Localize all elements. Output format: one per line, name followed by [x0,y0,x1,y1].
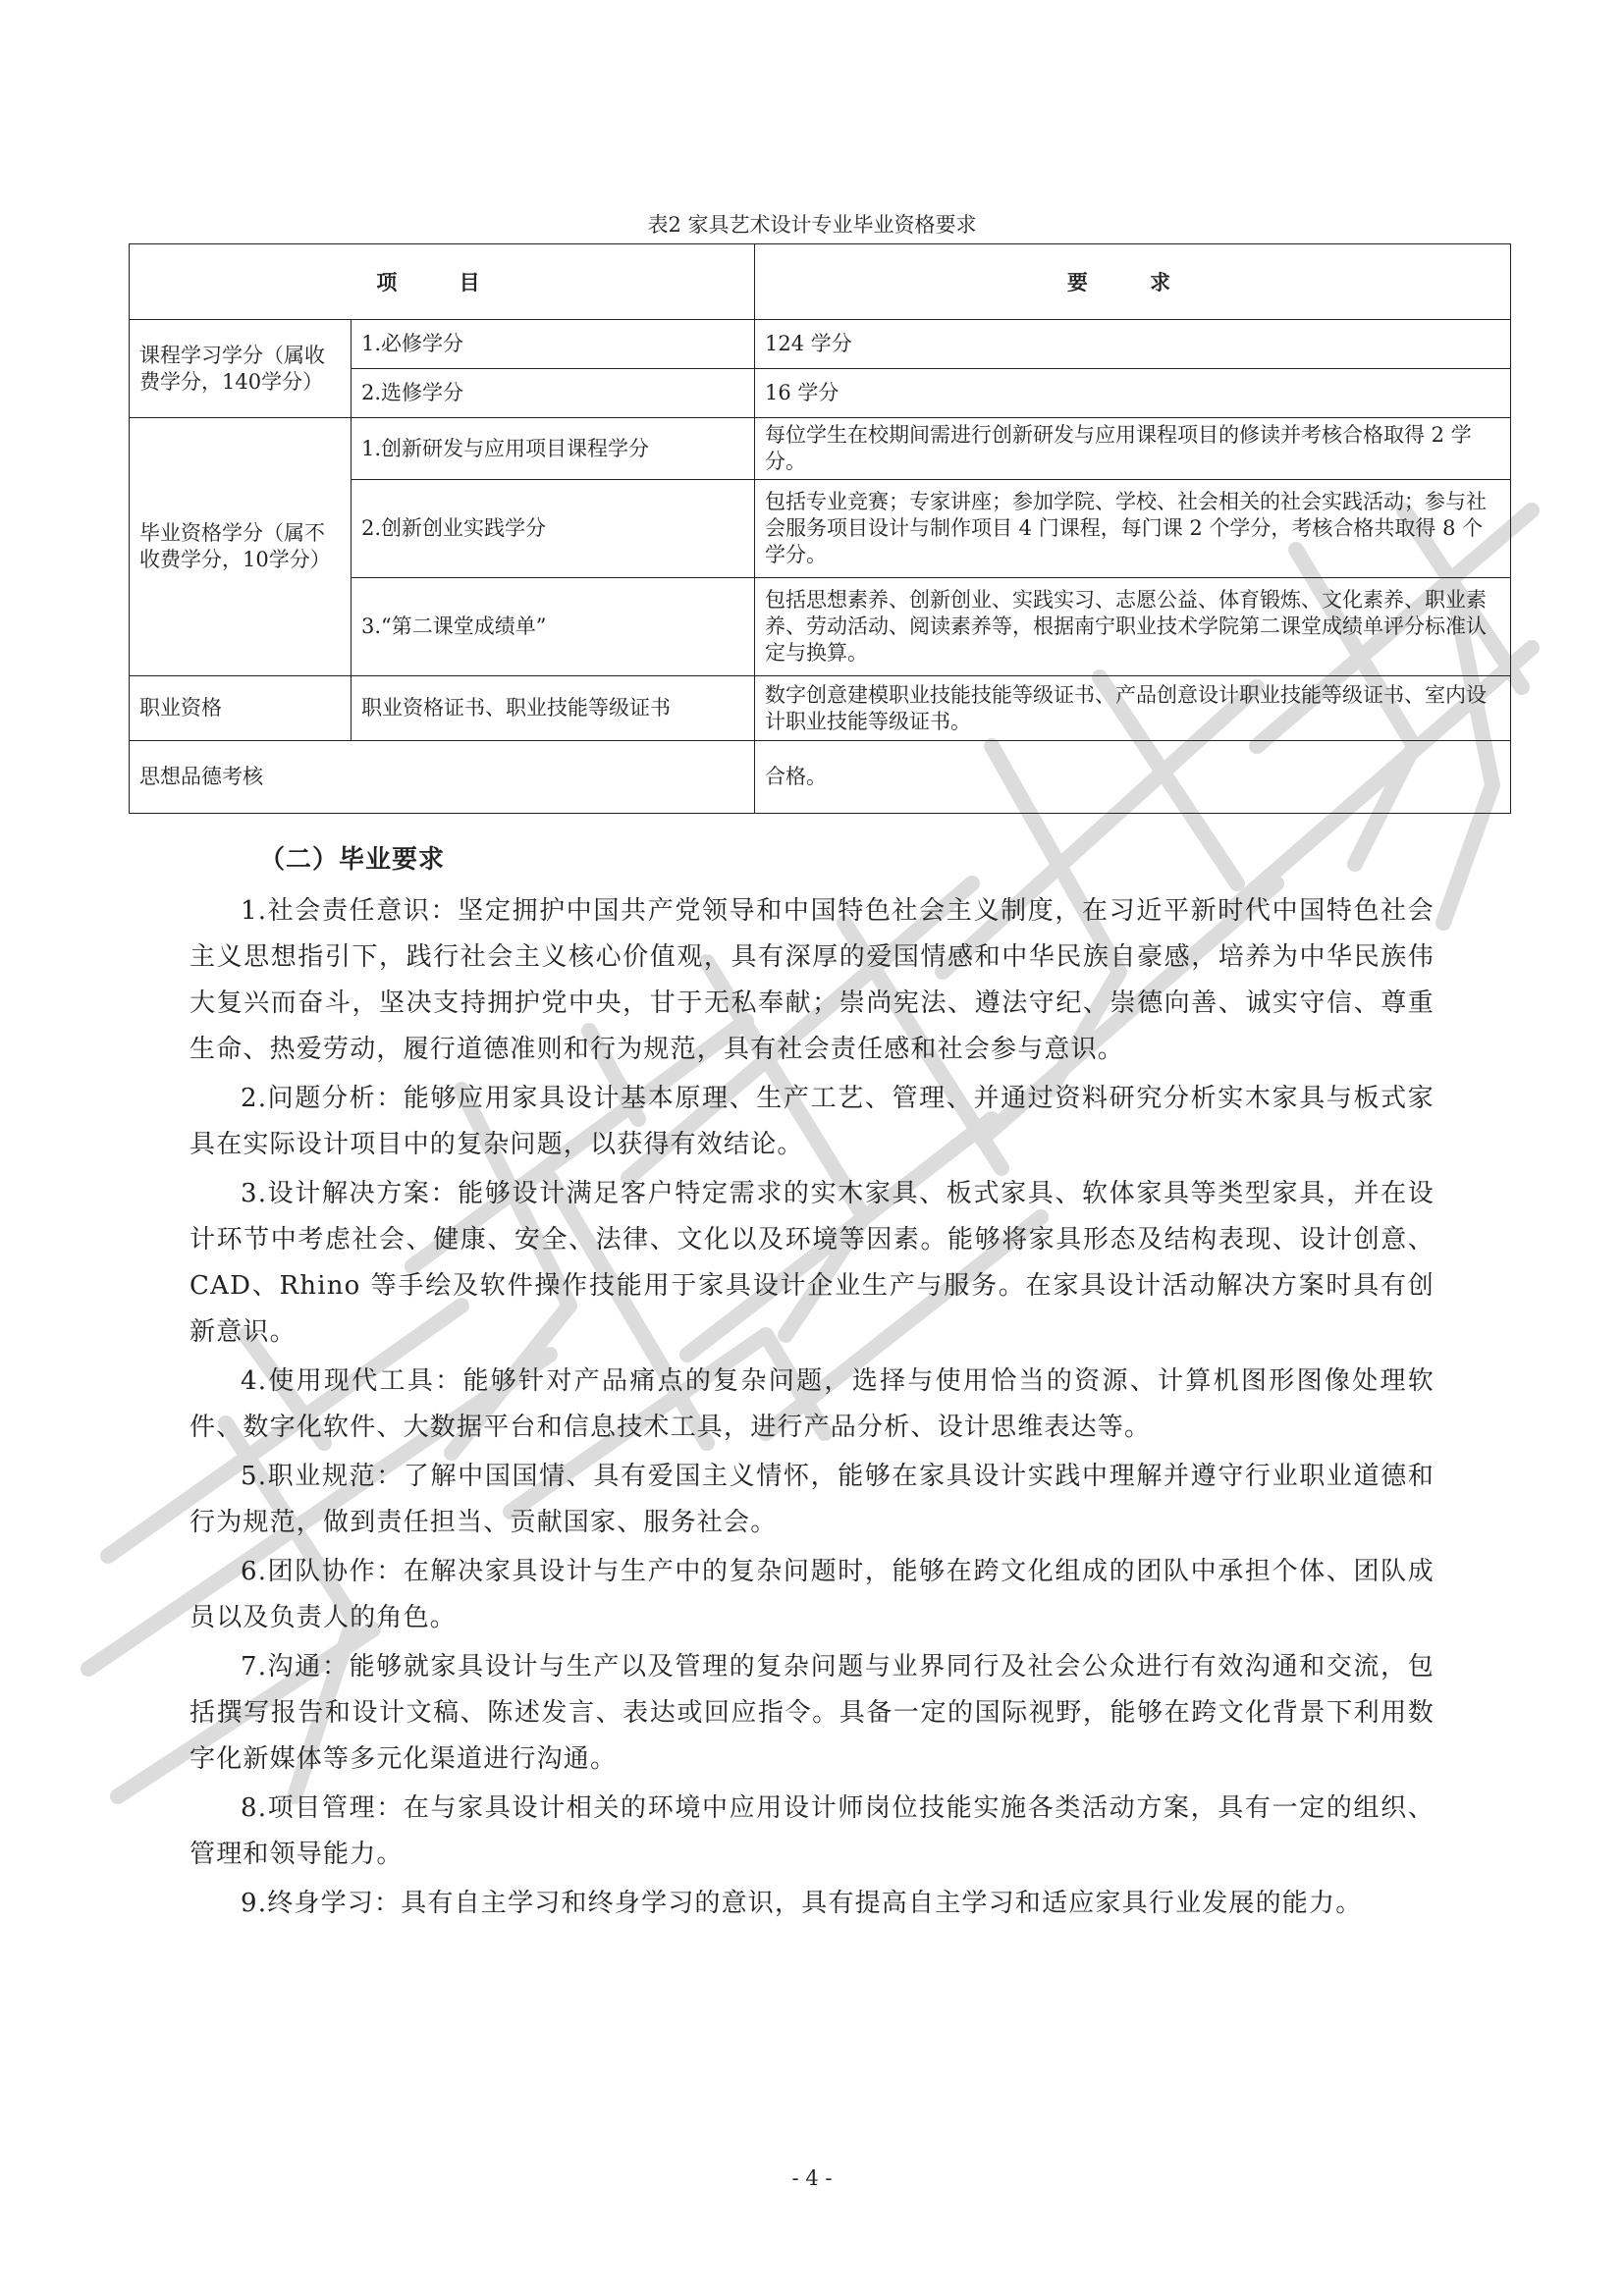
vocational-value: 数字创意建模职业技能技能等级证书、产品创意设计职业技能等级证书、室内设计职业技能等级证书。 [755,676,1511,741]
paragraph: 5.职业规范：了解中国国情、具有爱国主义情怀，能够在家具设计实践中理解并遵守行业职业道德和行为规范，做到责任担当、贡献国家、服务社会。 [189,1462,1435,1537]
table-row [130,418,1511,480]
entrepreneurship-credits-value: 包括专业竞赛；专家讲座；参加学院、学校、社会相关的社会实践活动；参与社会服务项目设计与制作项目 4 门课程，每门课 2 个学分，考核合格共取得 8 个学分。 [755,480,1511,578]
innovation-credits-label: 1.创新研发与应用项目课程学分 [352,418,755,480]
elective-credits-label: 2.选修学分 [352,369,755,418]
course-credits-label: 课程学习学分（属收费学分，140学分） [130,320,352,418]
moral-value: 合格。 [755,741,1511,814]
section-heading: （二）毕业要求 [259,845,446,875]
table-row [130,741,1511,814]
table-header-row [130,244,1511,320]
paragraph: 3.设计解决方案：能够设计满足客户特定需求的实木家具、板式家具、软体家具等类型家具，并在设计环节中考虑社会、健康、安全、法律、文化以及环境等因素。能够将家具形态及结构表现、设计创意、CAD、Rhino 等手绘及软件操作技能用于家具设计企业生产与服务。在家具设计活动解决方案时具有创新意识。 [189,1179,1435,1347]
paragraph: 7.沟通：能够就家具设计与生产以及管理的复杂问题与业界同行及社会公众进行有效沟通和交流，包括撰写报告和设计文稿、陈述发言、表达或回应指令。具备一定的国际视野，能够在跨文化背景下利用数字化新媒体等多元化渠道进行沟通。 [189,1652,1435,1774]
required-credits-label: 1.必修学分 [352,320,755,369]
innovation-credits-value: 每位学生在校期间需进行创新研发与应用课程项目的修读并考核合格取得 2 学分。 [755,418,1511,480]
second-classroom-value: 包括思想素养、创新创业、实践实习、志愿公益、体育锻炼、文化素养、职业素养、劳动活动、阅读素养等，根据南宁职业技术学院第二课堂成绩单评分标准认定与换算。 [755,578,1511,676]
moral-label: 思想品德考核 [130,741,755,814]
vocational-item: 职业资格证书、职业技能等级证书 [352,676,755,741]
required-credits-value: 124 学分 [755,320,1511,369]
header-item: 项 目 [130,244,755,320]
vocational-label: 职业资格 [130,676,352,741]
entrepreneurship-credits-label: 2.创新创业实践学分 [352,480,755,578]
paragraph: 1.社会责任意识：坚定拥护中国共产党领导和中国特色社会主义制度，在习近平新时代中国特色社会主义思想指引下，践行社会主义核心价值观，具有深厚的爱国情感和中华民族自豪感，培养为中华民族伟大复兴而奋斗，坚决支持拥护党中央，甘于无私奉献；崇尚宪法、遵法守纪、崇德向善、诚实守信、尊重生命、热爱劳动，履行道德准则和行为规范，具有社会责任感和社会参与意识。 [189,896,1435,1064]
second-classroom-label: 3.“第二课堂成绩单” [352,578,755,676]
header-requirement: 要 求 [755,244,1511,320]
table-caption: 表2 家具艺术设计专业毕业资格要求 [647,213,977,237]
paragraph: 8.项目管理：在与家具设计相关的环境中应用设计师岗位技能实施各类活动方案，具有一定的组织、管理和领导能力。 [189,1793,1435,1869]
graduation-credits-label: 毕业资格学分（属不收费学分，10学分） [130,418,352,676]
table-row [130,676,1511,741]
graduation-requirements-table [129,243,1511,814]
paragraph: 2.问题分析：能够应用家具设计基本原理、生产工艺、管理、并通过资料研究分析实木家具与板式家具在实际设计项目中的复杂问题，以获得有效结论。 [189,1084,1435,1159]
table-row [130,320,1511,369]
paragraph: 6.团队协作：在解决家具设计与生产中的复杂问题时，能够在跨文化组成的团队中承担个体、团队成员以及负责人的角色。 [189,1557,1435,1632]
requirements-list [189,888,1435,1930]
elective-credits-value: 16 学分 [755,369,1511,418]
page-number: - 4 - [791,2166,833,2190]
paragraph: 4.使用现代工具：能够针对产品痛点的复杂问题，选择与使用恰当的资源、计算机图形图像处理软件、数字化软件、大数据平台和信息技术工具，进行产品分析、设计思维表达等。 [189,1366,1435,1442]
paragraph: 9.终身学习：具有自主学习和终身学习的意识，具有提高自主学习和适应家具行业发展的能力。 [241,1889,1363,1918]
